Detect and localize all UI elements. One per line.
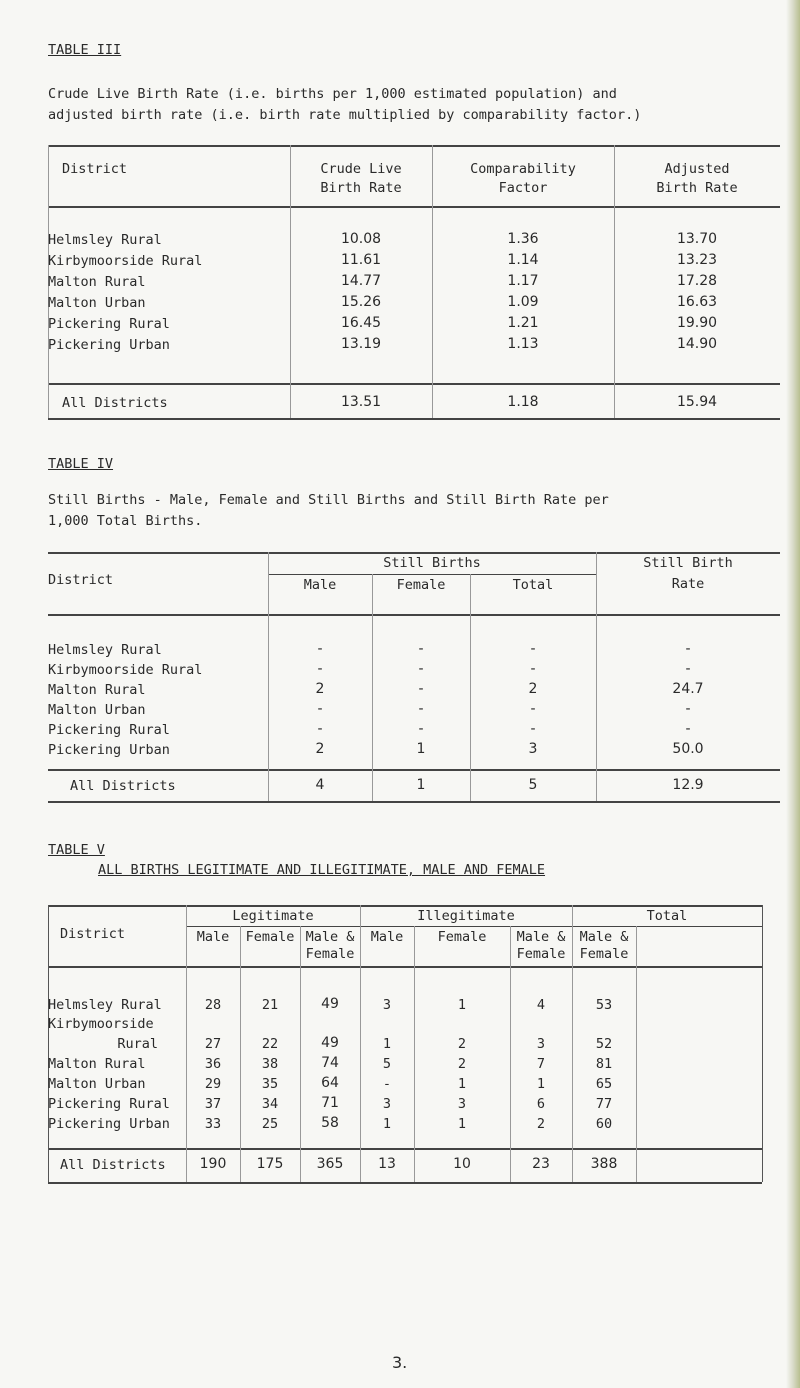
illegit-female: 2 — [457, 1036, 467, 1052]
district-name: Kirbymoorside Rural — [48, 253, 203, 269]
comparability-factor: 1.09 — [507, 294, 539, 310]
district-name: Pickering Urban — [48, 1116, 170, 1132]
table-iii-caption-line1: Crude Live Birth Rate (i.e. births per 1,000 estimated population) and — [48, 86, 617, 102]
table-v-col-sep — [240, 926, 241, 1182]
table-iii-header-adjusted-2: Birth Rate — [656, 180, 738, 196]
table-v-col-sep — [510, 926, 511, 1182]
illegit-male-female: 1 — [536, 1076, 546, 1092]
still-births-female-total: 1 — [416, 777, 426, 793]
illegit-male: 3 — [382, 1096, 392, 1112]
legit-female: 35 — [261, 1076, 279, 1092]
legit-female: 22 — [261, 1036, 279, 1052]
still-births-total: 3 — [528, 741, 538, 757]
district-name: Pickering Rural — [48, 722, 170, 738]
district-name: Pickering Urban — [48, 742, 170, 758]
district-name: Pickering Urban — [48, 337, 170, 353]
table-v-header-rule — [48, 966, 762, 968]
total-male-female: 60 — [595, 1116, 613, 1132]
table-iii-bottom-rule — [48, 418, 780, 420]
table-iii-total-rule — [48, 383, 780, 385]
comparability-factor: 1.36 — [507, 231, 539, 247]
legit-male-female: 58 — [321, 1115, 339, 1131]
comparability-factor-total: 1.18 — [507, 394, 539, 410]
table-iii-header-comparability-2: Factor — [498, 180, 548, 196]
legit-male-female: 49 — [321, 996, 339, 1012]
table-v-col-sep — [300, 926, 301, 1182]
legit-male-female-total: 365 — [316, 1156, 344, 1172]
still-birth-rate: - — [685, 641, 691, 657]
table-iv-header-rate-2: Rate — [671, 576, 705, 592]
district-name: Kirbymoorside — [48, 1016, 154, 1032]
legit-male: 29 — [204, 1076, 222, 1092]
legit-female: 21 — [261, 997, 279, 1013]
illegit-male: 3 — [382, 997, 392, 1013]
still-birth-rate: - — [685, 701, 691, 717]
district-name: Malton Urban — [48, 702, 146, 718]
illegit-male: - — [382, 1076, 392, 1092]
total-male-female: 65 — [595, 1076, 613, 1092]
header-legit-mf-2: Female — [305, 946, 355, 962]
adjusted-rate: 17.28 — [676, 273, 718, 289]
header-legit-male: Male — [196, 929, 230, 945]
comparability-factor: 1.13 — [507, 336, 539, 352]
table-v-subtitle: ALL BIRTHS LEGITIMATE AND ILLEGITIMATE, MALE AND FEMALE — [98, 862, 546, 878]
table-row — [48, 337, 170, 353]
table-iii-header-crude-2: Birth Rate — [320, 180, 402, 196]
table-v-col-sep — [414, 926, 415, 1182]
still-births-female: - — [418, 641, 424, 657]
still-birth-rate: - — [685, 721, 691, 737]
header-total-mf-2: Female — [579, 946, 629, 962]
district-name: Malton Rural — [48, 274, 146, 290]
still-birth-rate: - — [685, 661, 691, 677]
total-male-female: 77 — [595, 1096, 613, 1112]
district-name: Pickering Rural — [48, 1096, 170, 1112]
table-row — [48, 274, 146, 290]
still-births-male: 2 — [315, 681, 325, 697]
still-births-male: - — [317, 661, 323, 677]
illegit-male: 5 — [382, 1056, 392, 1072]
table-iv-total-rule — [48, 769, 780, 771]
table-v-border-right — [762, 905, 763, 1182]
table-iv-subheader-rule — [268, 574, 596, 575]
table-iii-title: TABLE III — [48, 42, 122, 58]
table-iv-header-rate-1: Still Birth — [643, 555, 733, 571]
adjusted-rate: 19.90 — [676, 315, 718, 331]
still-births-total: - — [530, 721, 536, 737]
still-births-male: - — [317, 701, 323, 717]
table-iii-total-label: All Districts — [62, 395, 168, 411]
illegit-male-female-total: 23 — [532, 1156, 550, 1172]
table-iv-title: TABLE IV — [48, 456, 114, 472]
table-iii-header-district: District — [62, 161, 128, 177]
table-iv-caption-line2: 1,000 Total Births. — [48, 513, 203, 529]
still-births-female: 1 — [416, 741, 426, 757]
table-iv-caption-line1: Still Births - Male, Female and Still Births and Still Birth Rate per — [48, 492, 609, 508]
comparability-factor: 1.14 — [507, 252, 539, 268]
header-illegit-mf-2: Female — [516, 946, 566, 962]
crude-rate: 10.08 — [340, 231, 382, 247]
table-row — [48, 253, 202, 269]
district-name: Helmsley Rural — [48, 232, 162, 248]
table-row — [48, 316, 170, 332]
table-v-col-sep — [636, 926, 637, 1182]
table-v-total-label: All Districts — [60, 1157, 166, 1173]
table-iv-header-male: Male — [303, 577, 337, 593]
comparability-factor: 1.21 — [507, 315, 539, 331]
table-v-header-illegitimate: Illegitimate — [417, 908, 515, 924]
table-v-total-rule — [48, 1148, 762, 1150]
table-iv-top-rule — [48, 552, 780, 554]
table-iii-caption-line2: adjusted birth rate (i.e. birth rate multiplied by comparability factor.) — [48, 107, 642, 123]
legit-female-total: 175 — [256, 1156, 284, 1172]
still-births-male: 2 — [315, 741, 325, 757]
crude-rate: 13.19 — [340, 336, 382, 352]
table-iv-header-female: Female — [396, 577, 446, 593]
table-v-header-district: District — [60, 926, 126, 942]
district-name: Malton Urban — [48, 1076, 146, 1092]
still-birth-rate-total: 12.9 — [672, 777, 704, 793]
still-births-total: - — [530, 701, 536, 717]
table-iv-header-district: District — [48, 572, 114, 588]
legit-male-female: 49 — [321, 1035, 339, 1051]
table-iii-top-rule — [48, 145, 780, 147]
still-births-female: - — [418, 681, 424, 697]
still-birth-rate: 24.7 — [672, 681, 704, 697]
illegit-male-female: 3 — [536, 1036, 546, 1052]
comparability-factor: 1.17 — [507, 273, 539, 289]
illegit-male-female: 6 — [536, 1096, 546, 1112]
header-legit-female: Female — [245, 929, 295, 945]
legit-male-total: 190 — [199, 1156, 227, 1172]
still-births-total-total: 5 — [528, 777, 538, 793]
legit-male-female: 71 — [321, 1095, 339, 1111]
illegit-male-total: 13 — [378, 1156, 396, 1172]
still-births-male: - — [317, 641, 323, 657]
table-row — [48, 295, 146, 311]
crude-rate: 15.26 — [340, 294, 382, 310]
illegit-male-female: 7 — [536, 1056, 546, 1072]
illegit-male: 1 — [382, 1036, 392, 1052]
table-iv-header-rule — [48, 614, 780, 616]
table-v-subheader-rule — [186, 926, 762, 927]
still-births-total: - — [530, 641, 536, 657]
header-legit-mf-1: Male & — [305, 929, 355, 945]
district-name: Malton Rural — [48, 682, 146, 698]
table-iii-header-crude-1: Crude Live — [320, 161, 402, 177]
table-v-header-total: Total — [646, 908, 688, 924]
table-v-title: TABLE V — [48, 842, 105, 858]
table-v-header-legitimate: Legitimate — [232, 908, 314, 924]
legit-male: 27 — [204, 1036, 222, 1052]
header-illegit-female: Female — [437, 929, 487, 945]
illegit-male: 1 — [382, 1116, 392, 1132]
district-name-continued: Rural — [117, 1036, 158, 1052]
table-iv-bottom-rule — [48, 801, 780, 803]
district-name: Pickering Rural — [48, 316, 170, 332]
table-iv-header-still-births: Still Births — [383, 555, 481, 571]
crude-rate: 14.77 — [340, 273, 382, 289]
legit-male: 33 — [204, 1116, 222, 1132]
illegit-female: 1 — [457, 1076, 467, 1092]
still-births-total: - — [530, 661, 536, 677]
district-name: Helmsley Rural — [48, 997, 162, 1013]
adjusted-rate: 13.70 — [676, 231, 718, 247]
legit-male-female: 74 — [321, 1055, 339, 1071]
legit-male: 36 — [204, 1056, 222, 1072]
table-v-top-rule — [48, 905, 762, 907]
header-total-mf-1: Male & — [579, 929, 629, 945]
district-name: Malton Rural — [48, 1056, 146, 1072]
district-name: Kirbymoorside Rural — [48, 662, 203, 678]
still-births-female: - — [418, 721, 424, 737]
illegit-female: 2 — [457, 1056, 467, 1072]
district-name: Helmsley Rural — [48, 642, 162, 658]
crude-rate-total: 13.51 — [340, 394, 382, 410]
crude-rate: 11.61 — [340, 252, 382, 268]
table-iii-header-comparability-1: Comparability — [470, 161, 576, 177]
still-birth-rate: 50.0 — [672, 741, 704, 757]
page-number: 3. — [392, 1353, 408, 1372]
total-male-female: 52 — [595, 1036, 613, 1052]
legit-male: 28 — [204, 997, 222, 1013]
illegit-female: 3 — [457, 1096, 467, 1112]
illegit-male-female: 2 — [536, 1116, 546, 1132]
table-iii-header-adjusted-1: Adjusted — [664, 161, 730, 177]
district-name: Malton Urban — [48, 295, 146, 311]
table-iii-header-rule — [48, 206, 780, 208]
table-v-bottom-rule — [48, 1182, 762, 1184]
total-male-female: 81 — [595, 1056, 613, 1072]
illegit-male-female: 4 — [536, 997, 546, 1013]
header-illegit-mf-1: Male & — [516, 929, 566, 945]
total-male-female: 53 — [595, 997, 613, 1013]
scanned-page-edge — [786, 0, 800, 1388]
table-iv-total-label: All Districts — [70, 778, 176, 794]
illegit-female: 1 — [457, 1116, 467, 1132]
header-illegit-male: Male — [370, 929, 404, 945]
still-births-female: - — [418, 661, 424, 677]
adjusted-rate: 16.63 — [676, 294, 718, 310]
still-births-male: - — [317, 721, 323, 737]
illegit-female-total: 10 — [453, 1156, 471, 1172]
grand-total: 388 — [590, 1156, 618, 1172]
illegit-female: 1 — [457, 997, 467, 1013]
legit-male: 37 — [204, 1096, 222, 1112]
legit-female: 34 — [261, 1096, 279, 1112]
still-births-total: 2 — [528, 681, 538, 697]
adjusted-rate-total: 15.94 — [676, 394, 718, 410]
crude-rate: 16.45 — [340, 315, 382, 331]
still-births-female: - — [418, 701, 424, 717]
table-row — [48, 232, 162, 248]
legit-male-female: 64 — [321, 1075, 339, 1091]
still-births-male-total: 4 — [315, 777, 325, 793]
adjusted-rate: 14.90 — [676, 336, 718, 352]
legit-female: 38 — [261, 1056, 279, 1072]
legit-female: 25 — [261, 1116, 279, 1132]
adjusted-rate: 13.23 — [676, 252, 718, 268]
table-iv-header-total: Total — [512, 577, 554, 593]
